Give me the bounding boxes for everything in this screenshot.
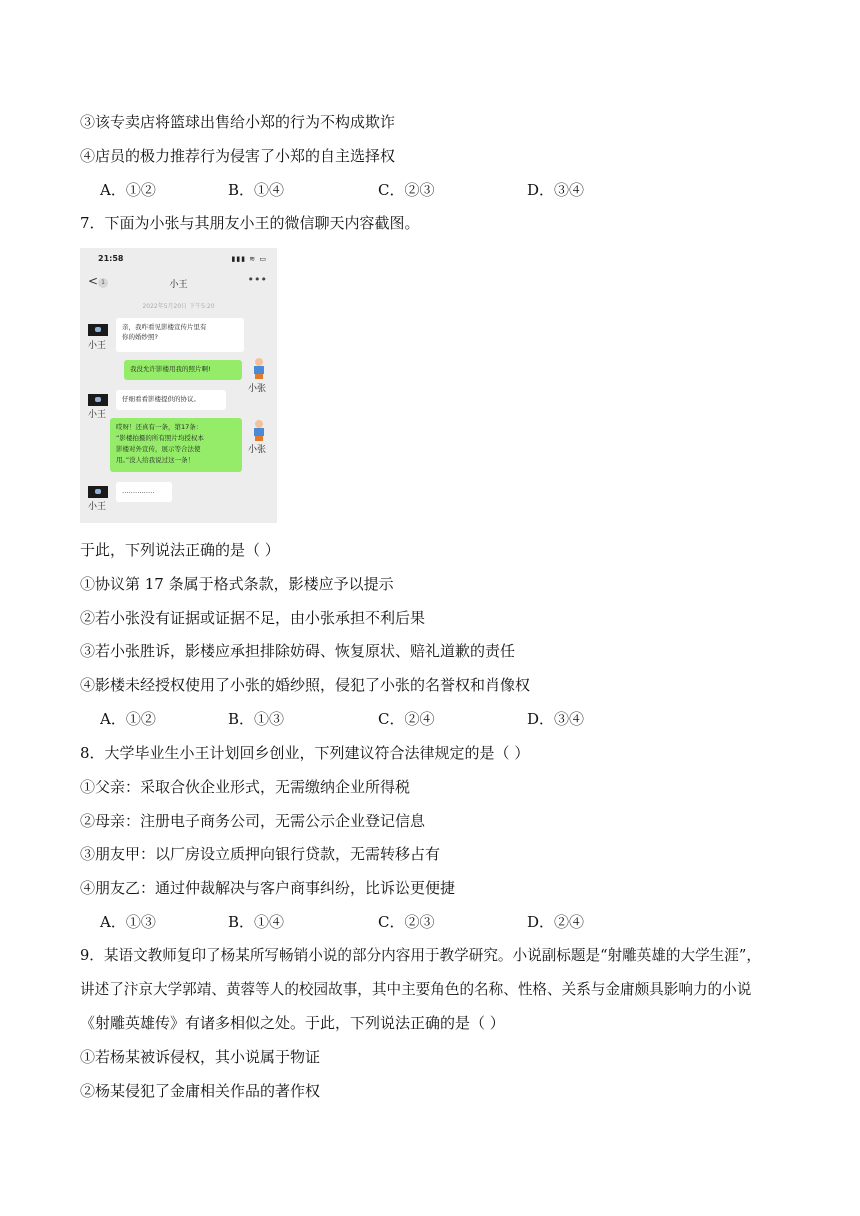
message-bubble: 仔细看看影楼提供的协议。 <box>116 390 226 410</box>
message-bubble: 我没允许影楼用我的照片啊! <box>124 360 242 380</box>
option-a: A．①② <box>100 181 156 199</box>
option-b: B．①③ <box>228 710 285 728</box>
status-time: 21:58 <box>98 254 124 263</box>
option-c: C．②③ <box>378 181 435 199</box>
chat-header <box>80 270 277 292</box>
option-d: D．③④ <box>527 710 585 728</box>
message-bubble: 哎呀！还真有一条，第17条： “影楼拍摄的所有照片均授权本 影楼对外宣传，展示等合法使 用。”没人给我说过这一条！ <box>110 418 242 472</box>
status-icons: ▮▮▮ ≋ ▭ <box>231 255 267 263</box>
q8-item-1: ①父亲：采取合伙企业形式，无需缴纳企业所得税 <box>80 778 411 796</box>
q9-item-2: ②杨某侵犯了金庸相关作品的著作权 <box>80 1082 321 1100</box>
option-c: C．②③ <box>378 913 435 931</box>
friend-name: 小王 <box>88 341 107 351</box>
q8-item-2: ②母亲：注册电子商务公司，无需公示企业登记信息 <box>80 812 426 830</box>
status-bar <box>80 248 277 268</box>
chat-timestamp: 2022年5月20日 下午5:20 <box>142 303 215 310</box>
q7-item-2: ②若小张没有证据或证据不足，由小张承担不利后果 <box>80 609 426 627</box>
friend-avatar <box>88 486 108 498</box>
q7-stem: 7．下面为小张与其朋友小王的微信聊天内容截图。 <box>80 214 420 232</box>
statement-4: ④店员的极力推荐行为侵害了小郑的自主选择权 <box>80 147 396 165</box>
q8-item-4: ④朋友乙：通过仲裁解决与客户商事纠纷，比诉讼更便捷 <box>80 879 456 897</box>
self-avatar <box>250 420 268 442</box>
self-name: 小张 <box>248 445 267 455</box>
message-bubble: 亲，我咋看见影楼宣传片里有 你的婚纱照? <box>116 318 244 352</box>
friend-name: 小王 <box>88 502 107 512</box>
wechat-screenshot <box>80 248 277 523</box>
option-b: B．①④ <box>228 181 285 199</box>
more-icon: ••• <box>247 273 267 286</box>
q7-item-1: ①协议第 17 条属于格式条款，影楼应予以提示 <box>80 575 394 593</box>
option-b: B．①④ <box>228 913 285 931</box>
q8-stem: 8．大学毕业生小王计划回乡创业，下列建议符合法律规定的是（ ） <box>80 744 530 762</box>
friend-name: 小王 <box>88 410 107 420</box>
q7-item-3: ③若小张胜诉，影楼应承担排除妨碍、恢复原状、赔礼道歉的责任 <box>80 642 516 660</box>
statement-3: ③该专卖店将篮球出售给小郑的行为不构成欺诈 <box>80 113 396 131</box>
option-a: A．①② <box>100 710 156 728</box>
q8-item-3: ③朋友甲：以厂房设立质押向银行贷款，无需转移占有 <box>80 845 441 863</box>
q9-stem-line-2: 讲述了汴京大学郭靖、黄蓉等人的校园故事，其中主要角色的名称、性格、关系与金庸颇具影响力的小说 <box>80 981 752 998</box>
q9-stem-line-1: 9．某语文教师复印了杨某所写畅销小说的部分内容用于教学研究。小说副标题是“射雕英雄的大学生涯”， <box>80 947 761 964</box>
unread-badge: 1 <box>98 278 108 288</box>
self-name: 小张 <box>248 384 267 394</box>
q7-question: 于此，下列说法正确的是（ ） <box>80 541 280 559</box>
chat-title: 小王 <box>169 280 188 290</box>
q9-item-1: ①若杨某被诉侵权，其小说属于物证 <box>80 1048 321 1066</box>
friend-avatar <box>88 324 108 336</box>
self-avatar <box>250 358 268 380</box>
option-d: D．②④ <box>527 913 585 931</box>
back-icon: < <box>88 274 99 288</box>
option-a: A．①③ <box>100 913 156 931</box>
message-bubble: …………… <box>116 482 172 502</box>
option-d: D．③④ <box>527 181 585 199</box>
q9-stem-line-3: 《射雕英雄传》有诸多相似之处。于此，下列说法正确的是（ ） <box>80 1014 505 1032</box>
friend-avatar <box>88 394 108 406</box>
q7-item-4: ④影楼未经授权使用了小张的婚纱照，侵犯了小张的名誉权和肖像权 <box>80 676 531 694</box>
option-c: C．②④ <box>378 710 435 728</box>
